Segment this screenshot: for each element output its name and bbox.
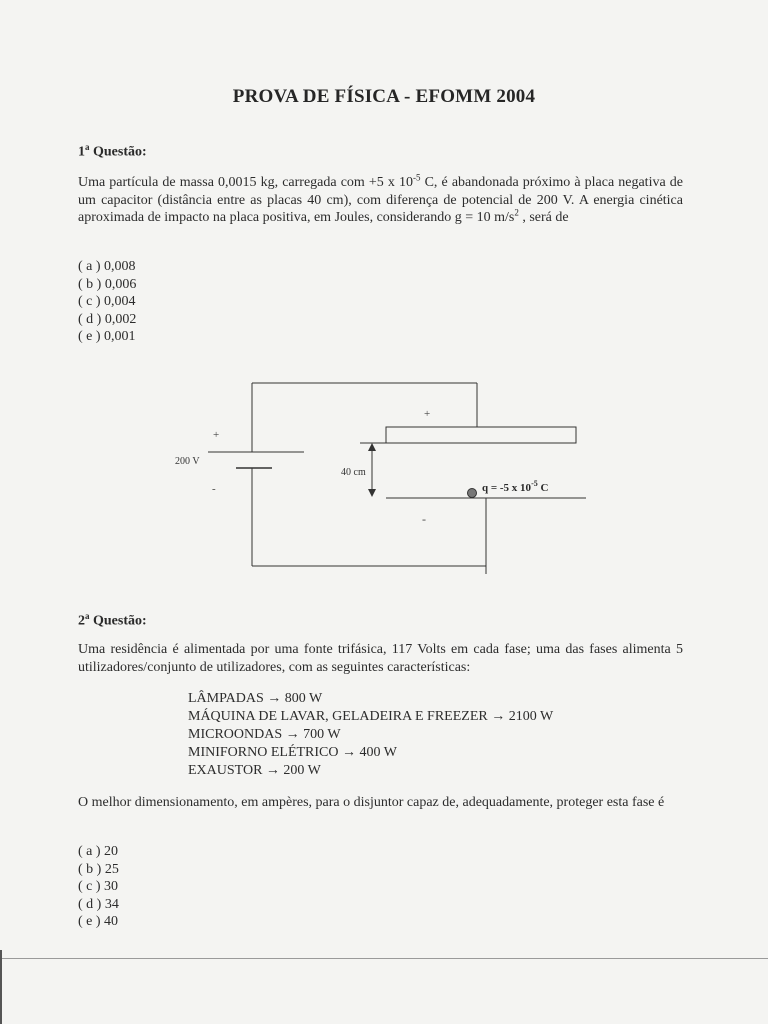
option-c: ( c ) 30 [78,879,119,894]
option-b: ( b ) 25 [78,861,119,877]
option-e: ( e ) 40 [78,914,119,929]
option-b: ( b ) 0,006 [78,276,137,292]
battery-minus-label: - [212,483,216,495]
appliance-item: EXAUSTOR → 200 W [188,763,321,778]
question-1-text: Uma partícula de massa 0,0015 kg, carregada com +5 x $10^{-5}$ C, é abandonada próximo à placa negativa de um capacitor (distância entre as placas 40 cm), com diferença de potencial de 200 V. A energia cinética aproximada de impacto na placa positiva, em Joules, considerando g = 10 $m/s^2$ , será de [78,172,683,225]
charge-label: q = -5 x $10^{-5}$ C [482,479,549,494]
option-e: ( e ) 0,001 [78,329,136,344]
option-d: ( d ) 34 [78,896,119,912]
question-1-ordinal: a [85,142,90,152]
option-a: ( a ) 20 [78,844,119,859]
question-2-intro: Uma residência é alimentada por uma fonte trifásica, 117 Volts em cada fase; uma das fases alimenta 5 utilizadores/conjunto de utilizadores, com as seguintes características: [78,642,683,675]
appliance-item: MICROONDAS → 700 W [188,727,341,742]
page-title: PROVA DE FÍSICA - EFOMM 2004 [232,86,536,107]
appliance-list [188,690,553,780]
distance-arrow-up [368,443,376,451]
appliance-item: MÁQUINA DE LAVAR, GELADEIRA E FREEZER → 2100 W [188,709,554,724]
question-2-heading [78,611,147,630]
option-c: ( c ) 0,004 [78,294,136,309]
capacitor-circuit-diagram [0,370,768,580]
distance-label: 40 cm [341,467,366,478]
appliance-item: MINIFORNO ELÉTRICO → 400 W [188,745,397,760]
distance-arrow-down [368,489,376,497]
question-2-ordinal: a [85,611,90,621]
battery-plus-label: + [213,429,220,441]
plate-minus-label: - [422,512,426,526]
scan-edge-line [0,958,768,959]
option-d: ( d ) 0,002 [78,311,137,327]
charged-particle [468,489,477,498]
question-2-text: O melhor dimensionamento, em ampères, para o disjuntor capaz de, adequadamente, proteger esta fase é [78,795,665,810]
positive-plate [386,427,576,443]
option-a: ( a ) 0,008 [78,259,136,274]
question-1-heading [78,142,147,161]
question-1-number: 1 [78,144,85,160]
question-1-heading-text: Questão: [89,144,147,160]
appliance-item: LÂMPADAS → 800 W [188,691,323,706]
question-1-options [78,258,136,346]
question-2-options [78,843,119,931]
scan-edge-mark [0,950,2,1024]
question-2-heading-text: Questão: [89,613,147,629]
voltage-label: 200 V [175,456,200,467]
plate-plus-label: + [424,408,431,420]
question-2-number: 2 [78,613,85,629]
